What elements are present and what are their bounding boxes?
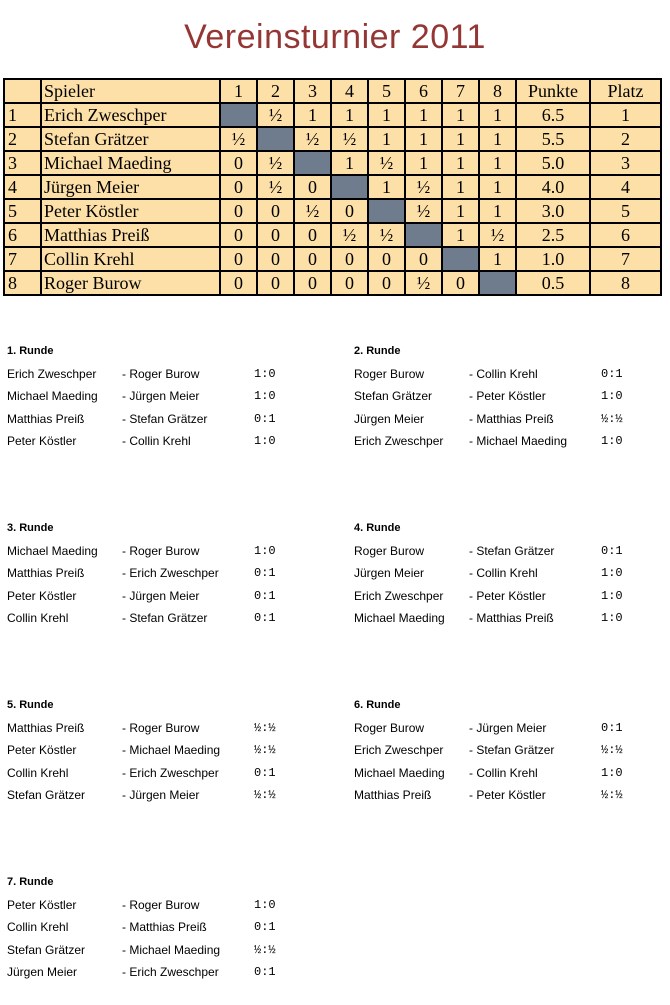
points-cell: 2.5: [516, 223, 590, 247]
white-player: Peter Köstler: [7, 434, 77, 449]
game-result: 1:0: [601, 389, 623, 404]
result-cell: ½: [257, 175, 294, 199]
points-cell: 3.0: [516, 199, 590, 223]
game-result: 0:1: [254, 920, 276, 935]
player-number: 7: [4, 247, 41, 271]
player-name: Jürgen Meier: [41, 175, 220, 199]
black-player: - Stefan Grätzer: [122, 411, 208, 426]
player-number: 4: [4, 175, 41, 199]
result-cell: 0: [220, 175, 257, 199]
result-cell: 1: [442, 175, 479, 199]
white-player: Collin Krehl: [7, 611, 69, 626]
white-player: Collin Krehl: [7, 765, 69, 780]
game-result: 0:1: [254, 765, 276, 780]
black-player: - Matthias Preiß: [469, 611, 554, 626]
result-cell: ½: [368, 223, 405, 247]
game-result: 0:1: [254, 611, 276, 626]
game-result: 0:1: [601, 721, 623, 735]
pairing-row: [7, 389, 327, 411]
pairing-row: [354, 566, 670, 588]
player-number: 5: [4, 199, 41, 223]
table-row: [4, 175, 661, 199]
player-name: Stefan Grätzer: [41, 127, 220, 151]
game-result: 1:0: [601, 588, 623, 603]
header-col-5: 5: [368, 79, 405, 103]
black-player: - Collin Krehl: [469, 765, 538, 780]
pairing-row: [7, 965, 327, 987]
game-result: ½:½: [601, 743, 623, 758]
result-cell: 1: [479, 127, 516, 151]
result-cell: 0: [294, 175, 331, 199]
round-block: [7, 699, 327, 811]
result-cell: ½: [405, 199, 442, 223]
white-player: Peter Köstler: [7, 743, 77, 758]
result-cell: ½: [294, 127, 331, 151]
result-cell: 1: [479, 175, 516, 199]
result-cell: 0: [257, 223, 294, 247]
table-header-row: [4, 79, 661, 103]
white-player: Jürgen Meier: [354, 566, 425, 581]
black-player: - Jürgen Meier: [122, 588, 200, 603]
pairing-row: [354, 412, 670, 434]
black-player: - Peter Köstler: [469, 788, 546, 803]
player-number: 3: [4, 151, 41, 175]
result-cell: 1: [368, 103, 405, 127]
table-row: [4, 151, 661, 175]
table-row: [4, 103, 661, 127]
page-title: Vereinsturnier 2011: [184, 18, 486, 56]
points-cell: 4.0: [516, 175, 590, 199]
player-number: 6: [4, 223, 41, 247]
header-col-7: 7: [442, 79, 479, 103]
pairing-row: [7, 367, 327, 389]
crosstable: [3, 78, 662, 296]
black-player: - Collin Krehl: [469, 367, 538, 381]
result-cell: 0: [220, 199, 257, 223]
black-player: - Jürgen Meier: [122, 788, 200, 803]
player-name: Erich Zweschper: [41, 103, 220, 127]
white-player: Jürgen Meier: [354, 411, 425, 426]
header-col-4: 4: [331, 79, 368, 103]
result-cell: 0: [368, 271, 405, 295]
white-player: Peter Köstler: [7, 898, 77, 912]
rank-cell: 4: [590, 175, 661, 199]
round-title: 1. Runde: [7, 345, 54, 357]
game-result: 1:0: [254, 544, 276, 558]
result-cell: ½: [331, 127, 368, 151]
pairing-row: [7, 566, 327, 588]
game-result: 1:0: [601, 566, 623, 581]
table-row: [4, 247, 661, 271]
header-rank: Platz: [590, 79, 661, 103]
result-cell: 1: [479, 151, 516, 175]
header-col-6: 6: [405, 79, 442, 103]
game-result: 1:0: [601, 611, 623, 626]
result-cell: 0: [442, 271, 479, 295]
header-col-8: 8: [479, 79, 516, 103]
round-title: 3. Runde: [7, 522, 54, 534]
header-col-2: 2: [257, 79, 294, 103]
result-cell: ½: [257, 103, 294, 127]
table-row: [4, 271, 661, 295]
result-cell: 1: [442, 223, 479, 247]
white-player: Erich Zweschper: [354, 434, 444, 449]
rank-cell: 5: [590, 199, 661, 223]
round-block: [7, 522, 327, 634]
white-player: Michael Maeding: [354, 765, 445, 780]
result-cell: 0: [294, 271, 331, 295]
black-player: - Matthias Preiß: [469, 411, 554, 426]
pairing-row: [7, 743, 327, 765]
white-player: Collin Krehl: [7, 920, 69, 935]
header-player: Spieler: [41, 79, 220, 103]
pairing-row: [354, 589, 670, 611]
player-name: Peter Köstler: [41, 199, 220, 223]
black-player: - Peter Köstler: [469, 389, 546, 404]
white-player: Roger Burow: [354, 367, 425, 381]
header-col-3: 3: [294, 79, 331, 103]
pairing-row: [7, 920, 327, 942]
pairing-row: [7, 611, 327, 633]
result-cell: ½: [405, 175, 442, 199]
result-cell: 1: [294, 103, 331, 127]
pairing-row: [7, 898, 327, 920]
table-row: [4, 223, 661, 247]
round-block: [354, 345, 670, 457]
result-cell: 1: [479, 103, 516, 127]
player-number: 8: [4, 271, 41, 295]
result-cell: ½: [479, 223, 516, 247]
result-cell: 0: [220, 271, 257, 295]
game-result: ½:½: [254, 721, 276, 735]
pairing-row: [354, 389, 670, 411]
game-result: ½:½: [254, 788, 276, 803]
result-cell: ½: [257, 151, 294, 175]
table-row: [4, 199, 661, 223]
black-player: - Roger Burow: [122, 544, 200, 558]
result-cell: 0: [331, 271, 368, 295]
game-result: ½:½: [254, 942, 276, 957]
result-cell: 1: [368, 127, 405, 151]
white-player: Stefan Grätzer: [7, 942, 86, 957]
player-number: 2: [4, 127, 41, 151]
result-cell: 1: [442, 103, 479, 127]
black-player: - Michael Maeding: [122, 743, 221, 758]
result-cell: 1: [331, 103, 368, 127]
pairing-row: [354, 367, 670, 389]
result-cell: 0: [220, 151, 257, 175]
pairing-row: [7, 412, 327, 434]
game-result: 1:0: [254, 367, 276, 381]
white-player: Roger Burow: [354, 721, 425, 735]
round-block: [7, 876, 327, 988]
pairing-row: [354, 788, 670, 810]
table-row: [4, 127, 661, 151]
black-player: - Roger Burow: [122, 367, 200, 381]
round-title: 4. Runde: [354, 522, 401, 534]
header-points: Punkte: [516, 79, 590, 103]
diagonal-cell: [294, 151, 331, 175]
pairing-row: [354, 611, 670, 633]
result-cell: 0: [220, 223, 257, 247]
white-player: Erich Zweschper: [354, 743, 444, 758]
game-result: 0:1: [254, 588, 276, 603]
white-player: Michael Maeding: [354, 611, 445, 626]
player-name: Matthias Preiß: [41, 223, 220, 247]
black-player: - Jürgen Meier: [469, 721, 547, 735]
black-player: - Erich Zweschper: [122, 765, 219, 780]
player-number: 1: [4, 103, 41, 127]
round-title: 5. Runde: [7, 699, 54, 711]
result-cell: 1: [479, 247, 516, 271]
white-player: Matthias Preiß: [354, 788, 432, 803]
black-player: - Erich Zweschper: [122, 965, 219, 980]
pairing-row: [354, 434, 670, 456]
result-cell: ½: [294, 199, 331, 223]
game-result: 1:0: [254, 389, 276, 404]
game-result: ½:½: [254, 743, 276, 758]
diagonal-cell: [331, 175, 368, 199]
points-cell: 0.5: [516, 271, 590, 295]
result-cell: 1: [405, 103, 442, 127]
result-cell: 1: [442, 127, 479, 151]
white-player: Michael Maeding: [7, 389, 98, 404]
rank-cell: 6: [590, 223, 661, 247]
black-player: - Jürgen Meier: [122, 389, 200, 404]
black-player: - Roger Burow: [122, 721, 200, 735]
diagonal-cell: [220, 103, 257, 127]
white-player: Matthias Preiß: [7, 566, 85, 581]
black-player: - Stefan Grätzer: [469, 743, 555, 758]
game-result: 1:0: [254, 898, 276, 912]
game-result: 1:0: [254, 434, 276, 449]
white-player: Stefan Grätzer: [7, 788, 86, 803]
rank-cell: 1: [590, 103, 661, 127]
pairing-row: [7, 434, 327, 456]
pairing-row: [354, 766, 670, 788]
round-block: [354, 699, 670, 811]
pairing-row: [7, 544, 327, 566]
result-cell: ½: [331, 223, 368, 247]
game-result: 0:1: [254, 411, 276, 426]
round-block: [7, 345, 327, 457]
pairing-row: [354, 544, 670, 566]
game-result: 0:1: [254, 965, 276, 980]
result-cell: 0: [294, 247, 331, 271]
pairing-row: [7, 788, 327, 810]
points-cell: 5.5: [516, 127, 590, 151]
pairing-row: [354, 721, 670, 743]
game-result: 0:1: [254, 566, 276, 581]
result-cell: 0: [220, 247, 257, 271]
player-name: Michael Maeding: [41, 151, 220, 175]
result-cell: 1: [405, 151, 442, 175]
pairing-row: [7, 721, 327, 743]
white-player: Stefan Grätzer: [354, 389, 433, 404]
diagonal-cell: [442, 247, 479, 271]
black-player: - Collin Krehl: [122, 434, 191, 449]
pairing-row: [7, 589, 327, 611]
result-cell: 0: [257, 199, 294, 223]
rank-cell: 3: [590, 151, 661, 175]
black-player: - Peter Köstler: [469, 588, 546, 603]
pairing-row: [7, 943, 327, 965]
result-cell: ½: [220, 127, 257, 151]
diagonal-cell: [479, 271, 516, 295]
result-cell: 0: [331, 199, 368, 223]
black-player: - Michael Maeding: [469, 434, 568, 449]
pairing-row: [354, 743, 670, 765]
round-title: 7. Runde: [7, 876, 54, 888]
points-cell: 1.0: [516, 247, 590, 271]
result-cell: 1: [331, 151, 368, 175]
rank-cell: 8: [590, 271, 661, 295]
result-cell: 0: [257, 271, 294, 295]
white-player: Roger Burow: [354, 544, 425, 558]
round-block: [354, 522, 670, 634]
white-player: Matthias Preiß: [7, 721, 85, 735]
result-cell: 0: [368, 247, 405, 271]
result-cell: 0: [257, 247, 294, 271]
game-result: 1:0: [601, 765, 623, 780]
game-result: 0:1: [601, 367, 623, 381]
black-player: - Michael Maeding: [122, 942, 221, 957]
result-cell: 1: [442, 151, 479, 175]
white-player: Peter Köstler: [7, 588, 77, 603]
result-cell: 1: [479, 199, 516, 223]
black-player: - Stefan Grätzer: [469, 544, 555, 558]
points-cell: 6.5: [516, 103, 590, 127]
rank-cell: 2: [590, 127, 661, 151]
diagonal-cell: [405, 223, 442, 247]
round-title: 6. Runde: [354, 699, 401, 711]
game-result: ½:½: [601, 788, 623, 803]
black-player: - Matthias Preiß: [122, 920, 207, 935]
white-player: Erich Zweschper: [7, 367, 97, 381]
pairing-row: [7, 766, 327, 788]
player-name: Roger Burow: [41, 271, 220, 295]
round-title: 2. Runde: [354, 345, 401, 357]
white-player: Matthias Preiß: [7, 411, 85, 426]
result-cell: 0: [405, 247, 442, 271]
white-player: Jürgen Meier: [7, 965, 78, 980]
result-cell: 0: [331, 247, 368, 271]
result-cell: ½: [405, 271, 442, 295]
result-cell: 1: [442, 199, 479, 223]
white-player: Erich Zweschper: [354, 588, 444, 603]
black-player: - Roger Burow: [122, 898, 200, 912]
game-result: ½:½: [601, 411, 623, 426]
game-result: 1:0: [601, 434, 623, 449]
points-cell: 5.0: [516, 151, 590, 175]
white-player: Michael Maeding: [7, 544, 98, 558]
black-player: - Erich Zweschper: [122, 566, 219, 581]
result-cell: 0: [294, 223, 331, 247]
diagonal-cell: [368, 199, 405, 223]
rank-cell: 7: [590, 247, 661, 271]
diagonal-cell: [257, 127, 294, 151]
black-player: - Collin Krehl: [469, 566, 538, 581]
result-cell: 1: [405, 127, 442, 151]
player-name: Collin Krehl: [41, 247, 220, 271]
game-result: 0:1: [601, 544, 623, 558]
result-cell: 1: [368, 175, 405, 199]
header-corner: [4, 79, 41, 103]
black-player: - Stefan Grätzer: [122, 611, 208, 626]
header-col-1: 1: [220, 79, 257, 103]
result-cell: ½: [368, 151, 405, 175]
